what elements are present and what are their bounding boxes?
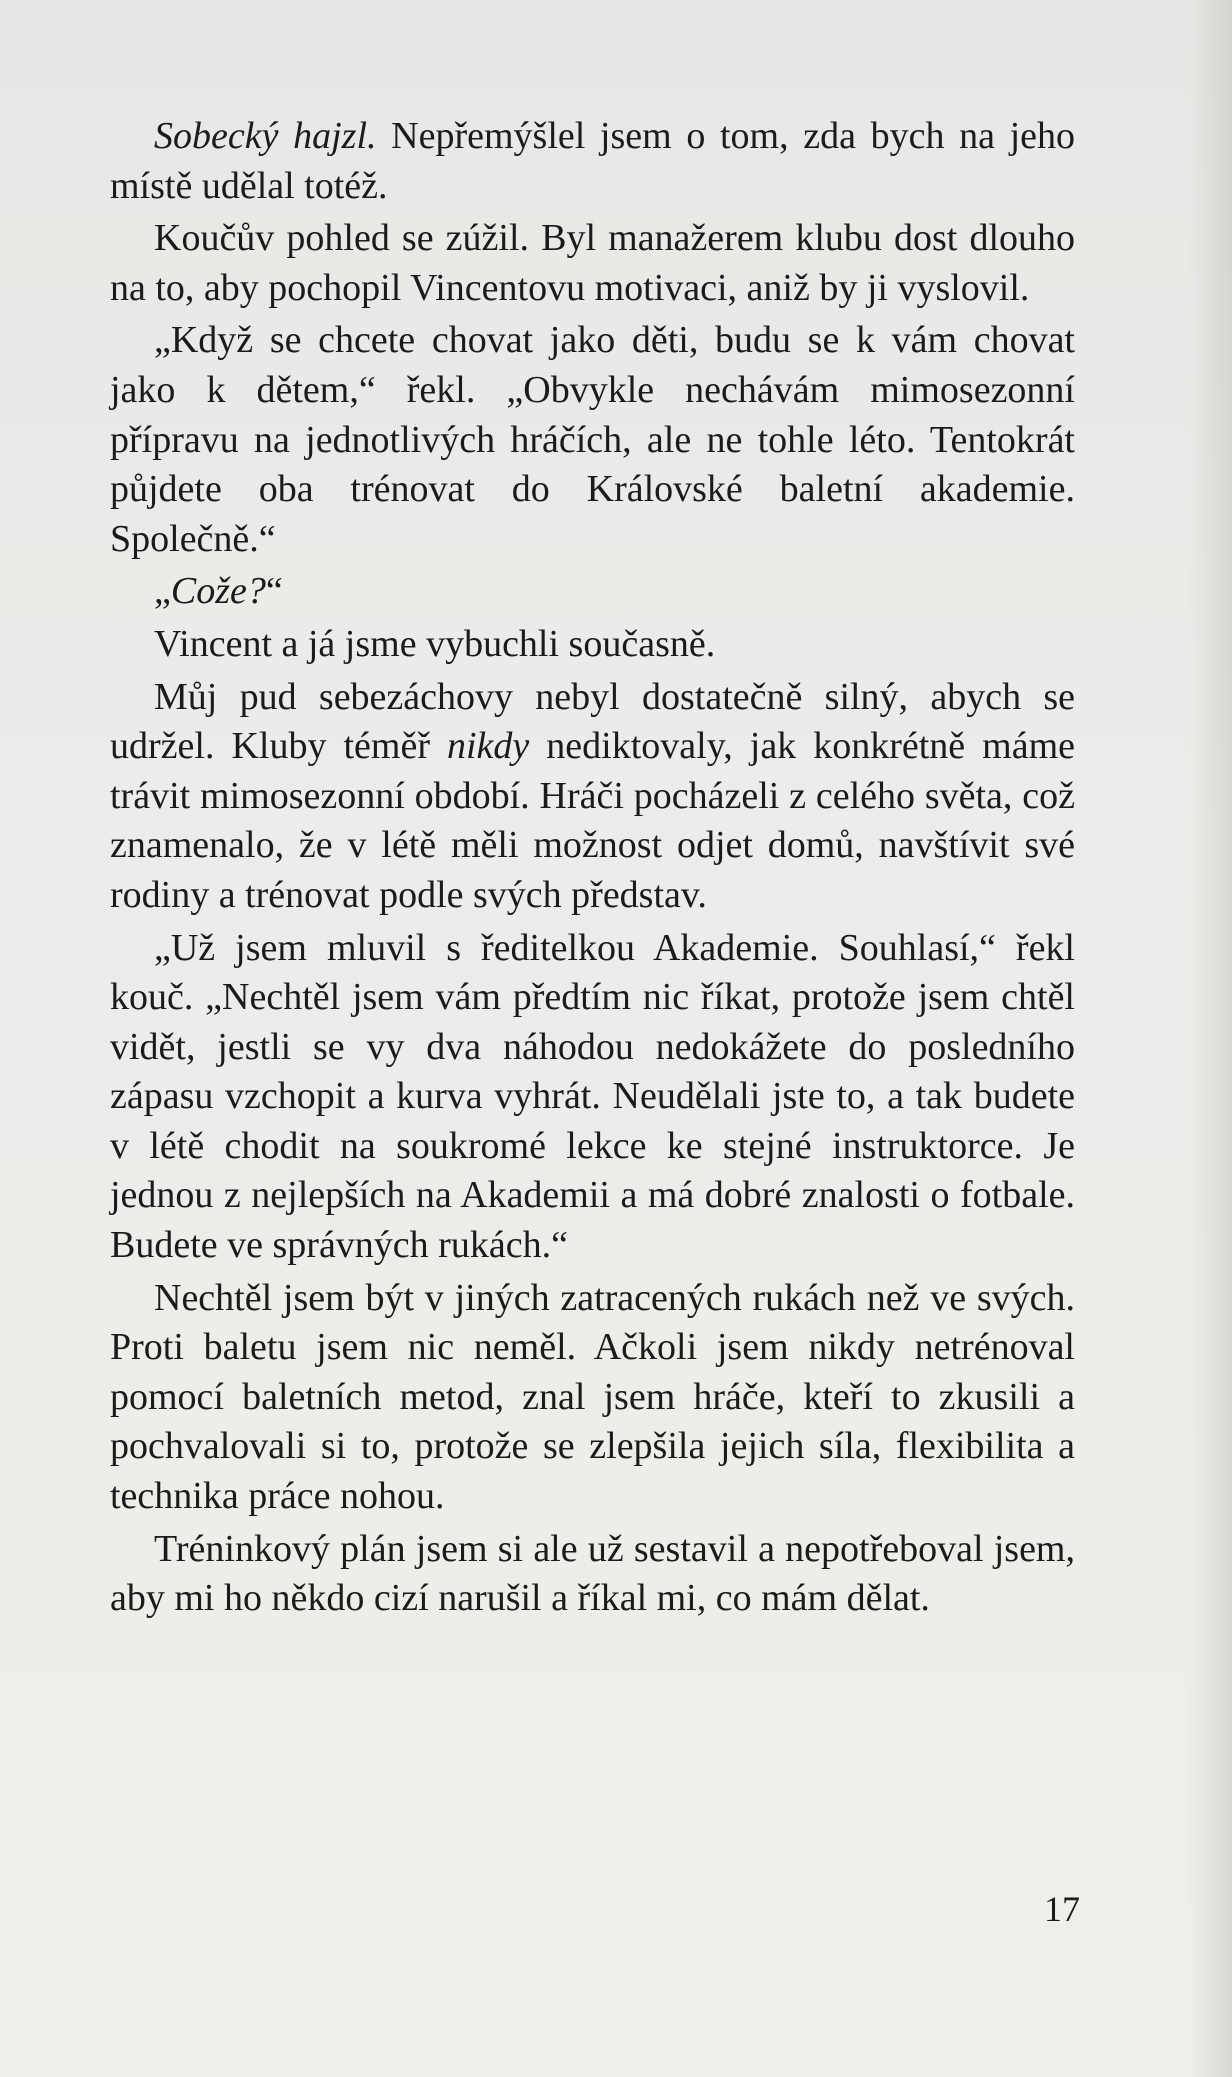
text-run: nediktovaly, jak konkrétně máme trávit mimosezonní období. Hráči pocházeli z celého světa, což znamenalo, že v létě měli možnost odjet domů, navštívit své rodiny a trénovat podle svých představ.	[110, 725, 1076, 916]
italic-phrase: nikdy	[447, 725, 530, 768]
italic-phrase: Sobecký hajzl.	[154, 115, 377, 157]
text-run: „Když se chcete chovat jako děti, budu se k vám chovat jako k dětem,“ řekl. „Obvykle nechávám mimosezonní přípravu na jednotlivých hráčích, ale ne tohle léto. Tentokrát půjdete oba trénovat do Královské baletní akademie. Společně.“	[110, 319, 1075, 560]
text-run: Vincent a já jsme vybuchli současně.	[154, 622, 716, 665]
italic-phrase: Cože?	[170, 570, 266, 613]
paragraph-1	[110, 112, 1075, 211]
text-run: Tréninkový plán jsem si ale už sestavil a nepotřeboval jsem, aby mi ho někdo cizí narušil a říkal mi, co mám dělat.	[110, 1527, 1075, 1620]
paragraph-4	[110, 567, 1075, 617]
paragraph-2	[110, 214, 1075, 313]
text-run: „	[154, 570, 171, 613]
page-edge-shadow	[1188, 0, 1232, 2077]
text-run: Koučův pohled se zúžil. Byl manažerem klubu dost dlouho na to, aby pochopil Vincentovu motivaci, aniž by ji vyslovil.	[110, 217, 1075, 309]
text-run: Nechtěl jsem být v jiných zatracených rukách než ve svých. Proti baletu jsem nic neměl. Ačkoli jsem nikdy netrénoval pomocí baletních metod, znal jsem hráče, kteří to zkusili a pochvalovali si to, protože se zlepšila jejich síla, flexibilita a technika práce nohou.	[110, 1276, 1075, 1518]
page-number: 17	[1044, 1889, 1080, 1929]
text-run: “	[265, 570, 283, 613]
paragraph-6	[110, 673, 1075, 921]
paragraph-3	[110, 316, 1075, 564]
paragraph-7	[110, 924, 1075, 1271]
body-text	[110, 112, 1075, 1624]
paragraph-9	[110, 1525, 1075, 1624]
text-run: Nepřemýšlel jsem o tom, zda bych na jeho místě udělal totéž.	[110, 115, 1076, 207]
text-run: „Už jsem mluvil s ředitelkou Akademie. Souhlasí,“ řekl kouč. „Nechtěl jsem vám předtím nic říkat, protože jsem chtěl vidět, jestli se vy dva náhodou nedokážete do posledního zápasu vzchopit a kurva vyhrát. Neudělali jste to, a tak budete v létě chodit na soukromé lekce ke stejné instruktorce. Je jednou z nejlepších na Akademii a má dobré znalosti o fotbale. Budete ve správných rukách.“	[110, 926, 1075, 1267]
paragraph-5	[110, 620, 1075, 670]
text-run: Můj pud sebezáchovy nebyl dostatečně silný, abych se udržel. Kluby téměř	[110, 675, 1075, 768]
paragraph-8	[110, 1274, 1075, 1522]
